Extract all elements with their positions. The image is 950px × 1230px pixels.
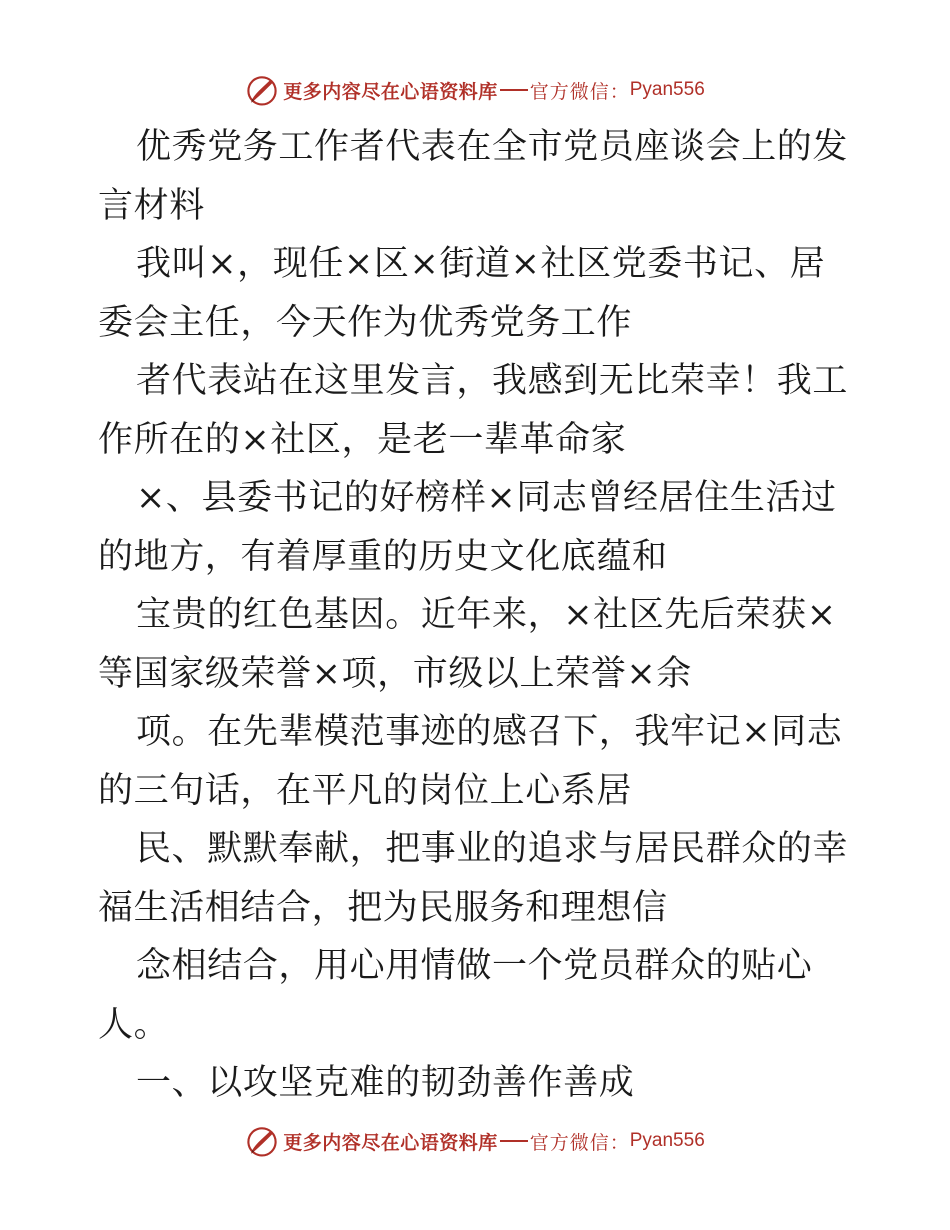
footer-wechat-label: 官方微信： xyxy=(529,1131,630,1154)
footer-banner xyxy=(0,1121,950,1161)
pen-logo-icon xyxy=(245,73,279,107)
paragraph: 宝贵的红色基因。近年来，×社区先后荣获×等国家级荣誉×项，市级以上荣誉×余 xyxy=(98,595,837,694)
pen-logo-icon xyxy=(245,1124,279,1158)
header-brand-text: 更多内容尽在心语资料库 xyxy=(283,80,498,103)
footer-dash-divider xyxy=(500,1140,528,1142)
paragraph: 念相结合，用心用情做一个党员群众的贴心人。 xyxy=(98,946,813,1045)
paragraph: 民、默默奉献，把事业的追求与居民群众的幸福生活相结合，把为民服务和理想信 xyxy=(98,829,849,928)
paragraph: 我叫×，现任×区×街道×社区党委书记、居委会主任，今天作为优秀党务工作 xyxy=(98,244,826,343)
header-banner xyxy=(0,70,950,110)
section-heading: 一、以攻坚克难的韧劲善作善成 xyxy=(136,1063,635,1103)
document-title: 优秀党务工作者代表在全市党员座谈会上的发言材料 xyxy=(98,127,849,226)
header-dash-divider xyxy=(500,89,528,91)
footer-brand-text: 更多内容尽在心语资料库 xyxy=(283,1131,498,1154)
paragraph: ×、县委书记的好榜样×同志曾经居住生活过的地方，有着厚重的历史文化底蕴和 xyxy=(98,478,837,577)
paragraph: 者代表站在这里发言，我感到无比荣幸！我工作所在的×社区，是老一辈革命家 xyxy=(98,361,849,460)
footer-wechat-id: Pyan556 xyxy=(629,1130,705,1151)
paragraph: 项。在先辈模范事迹的感召下，我牢记×同志的三句话，在平凡的岗位上心系居 xyxy=(98,712,843,811)
header-wechat-label: 官方微信： xyxy=(529,80,630,103)
document-body xyxy=(98,118,858,1113)
header-wechat-id: Pyan556 xyxy=(629,79,705,100)
